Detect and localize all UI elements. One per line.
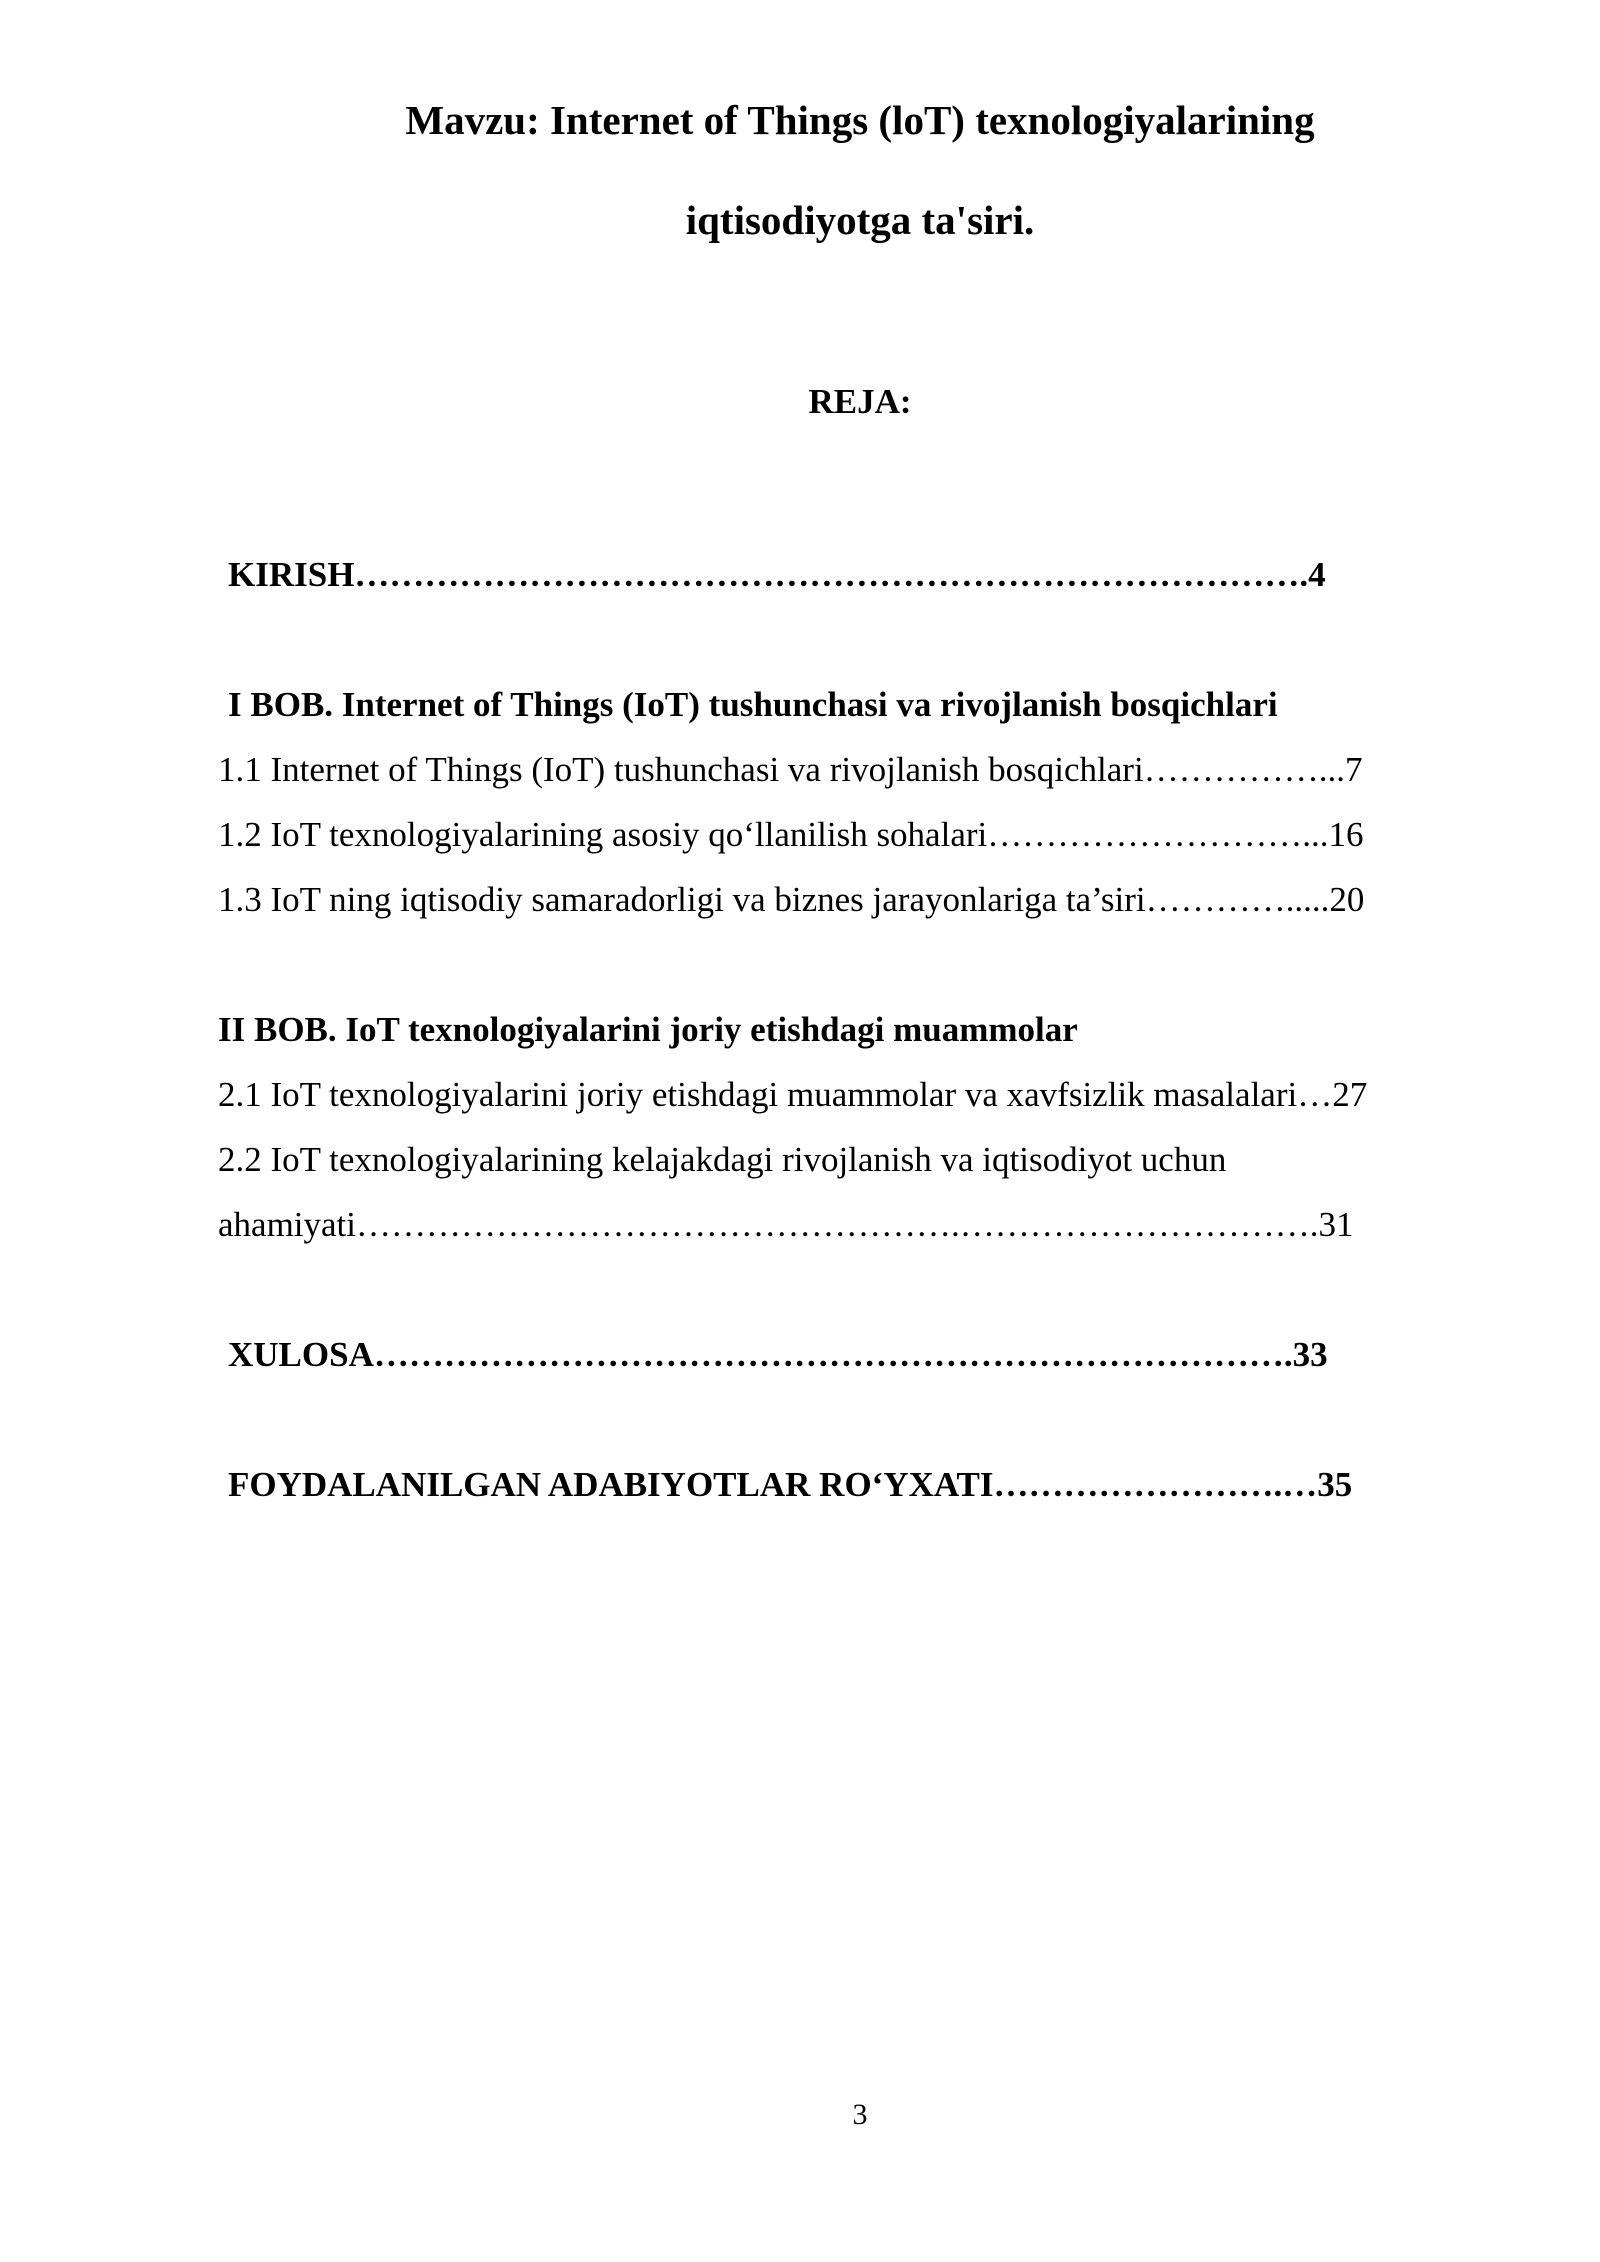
toc-entry-references: FOYDALANILGAN ADABIYOTLAR RO‘YXATI…………………….…35	[228, 1465, 1353, 1504]
toc-entry-intro: KIRISH……………………………………………………………………….4	[228, 555, 1326, 594]
document-title-line-2: iqtisodiyotga ta'siri.	[685, 197, 1035, 243]
toc-entry-2-2-line-1: 2.2 IoT texnologiyalarining kelajakdagi rivojlanish va iqtisodiyot uchun	[218, 1140, 1227, 1179]
toc-entry-1-1: 1.1 Internet of Things (IoT) tushunchasi va rivojlanish bosqichlari……………...7	[218, 750, 1363, 789]
toc-entry-conclusion: XULOSA…………………………………………………………………….33	[228, 1335, 1328, 1374]
toc-entry-1-2: 1.2 IoT texnologiyalarining asosiy qo‘llanilish sohalari………………………...16	[218, 815, 1364, 854]
toc-entry-2-2-line-2: ahamiyati…………………………………………….………………………….31	[218, 1205, 1354, 1244]
toc-entry-2-1: 2.1 IoT texnologiyalarini joriy etishdagi muammolar va xavfsizlik masalalari…27	[218, 1075, 1368, 1114]
toc-chapter-2-heading: II BOB. IoT texnologiyalarini joriy etishdagi muammolar	[218, 1010, 1078, 1049]
toc-entry-1-3: 1.3 IoT ning iqtisodiy samaradorligi va biznes jarayonlariga ta’siri………….....20	[218, 880, 1365, 919]
document-title-line-1: Mavzu: Internet of Things (loT) texnologiyalarining	[405, 97, 1315, 143]
page-number: 3	[852, 2098, 868, 2131]
plan-heading: REJA:	[808, 382, 912, 421]
toc-chapter-1-heading: I BOB. Internet of Things (IoT) tushunchasi va rivojlanish bosqichlari	[228, 685, 1278, 724]
